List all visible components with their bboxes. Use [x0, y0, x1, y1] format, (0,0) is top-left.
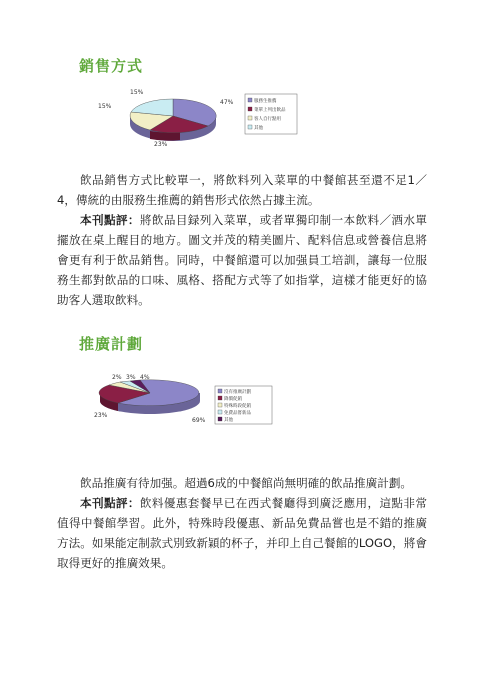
- pie-label-15b: 15%: [130, 89, 144, 96]
- pie-label-69: 69%: [192, 417, 206, 424]
- pie-label-23: 23%: [154, 141, 168, 148]
- legend-item: 服務生推薦: [254, 99, 277, 104]
- legend-item: 客人自行點用: [254, 117, 281, 122]
- comment-label: 本刊點評：: [80, 213, 140, 227]
- body-paragraph: 飲品推廣有待加强。超過6成的中餐館尚無明確的飲品推廣計劃。: [80, 476, 413, 490]
- section1-body: [57, 170, 427, 310]
- legend-item: 其他: [254, 126, 263, 131]
- section-heading-promotion: 推廣計劃: [79, 335, 144, 353]
- pie-label-2: 2%: [112, 374, 122, 381]
- promotion-pie-chart: [90, 372, 305, 430]
- comment-paragraph: [57, 493, 427, 573]
- pie-label-23: 23%: [94, 412, 108, 419]
- legend-item: 降價促銷: [224, 397, 242, 402]
- pie-label-47: 47%: [220, 99, 234, 106]
- section-heading-sales: 銷售方式: [79, 57, 144, 75]
- body-paragraph: 飲品銷售方式比較單一，將飲料列入菜單的中餐館甚至還不足1／4，傳統的由服務生推薦的銷售形式依然占據主流。: [57, 173, 427, 207]
- sales-pie-chart: [90, 82, 305, 150]
- legend-item: 特殊時段促銷: [224, 404, 251, 409]
- legend-item: 其他: [224, 418, 233, 423]
- comment-text: 飲料優惠套餐早已在西式餐廳得到廣泛應用，這點非常值得中餐館學習。此外，特殊時段優惠、新品免費品嘗也是不錯的推廣方法。如果能定制款式別致新穎的杯子，并印上自己餐館的LOGO，將會取得更好的推廣效果。: [57, 496, 427, 570]
- comment-text: 將飲品目録列入菜單，或者單獨印制一本飲料／酒水單擺放在桌上醒目的地方。圖文并茂的精美圖片、配料信息或營養信息將會更有利于飲品銷售。同時，中餐館還可以加强員工培訓，讓每一位服務生都對飲品的口味、風格、搭配方式等了如指掌，這樣才能更好的協助客人選取飲料。: [57, 213, 427, 307]
- pie-label-4: 4%: [140, 374, 150, 381]
- comment-label: 本刊點評：: [80, 496, 140, 510]
- pie-label-3: 3%: [126, 374, 136, 381]
- section2-body: [57, 473, 427, 573]
- legend-item: 菜單上列出飲品: [254, 108, 286, 113]
- legend-item: 沒有推廣計劃: [224, 390, 251, 395]
- legend-item: 免費品嘗新品: [224, 411, 251, 416]
- pie-label-15a: 15%: [98, 103, 112, 110]
- comment-paragraph: [57, 210, 427, 310]
